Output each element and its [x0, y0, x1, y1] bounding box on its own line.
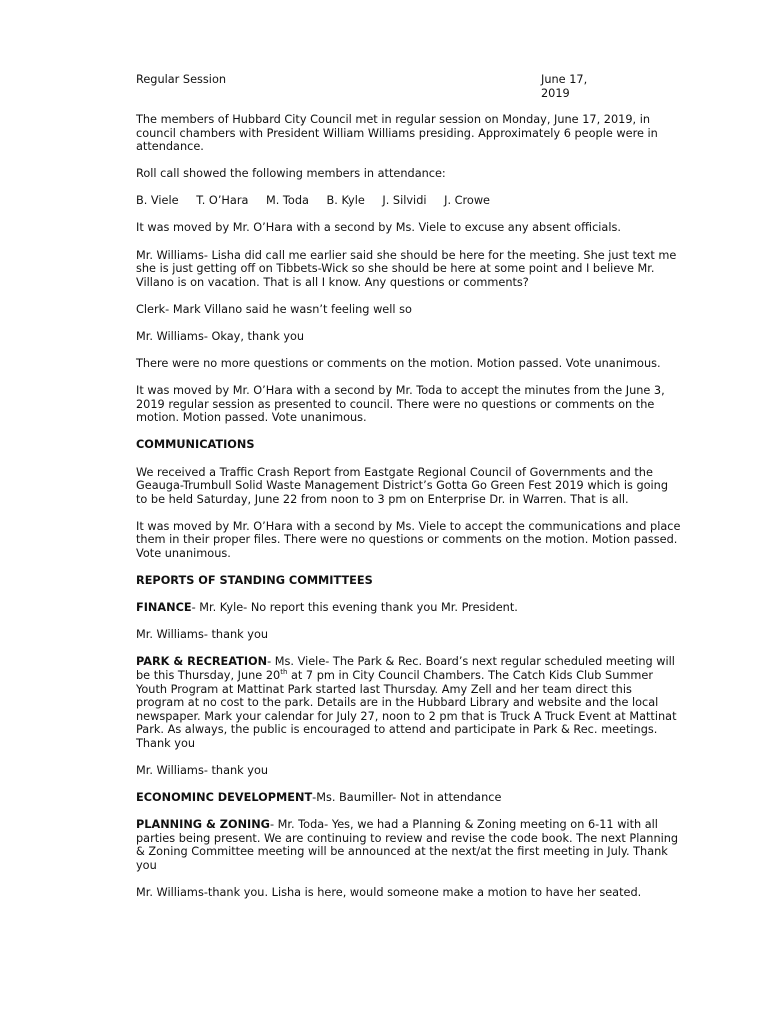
thanks-paragraph: Mr. Williams- thank you — [136, 628, 269, 642]
reports-heading: REPORTS OF STANDING COMMITTEES — [136, 574, 373, 588]
park-report — [136, 655, 681, 750]
session-date: June 17, 2019 — [541, 73, 588, 100]
seated-paragraph: Mr. Williams-thank you. Lisha is here, would someone make a motion to have her seated. — [136, 886, 642, 900]
member-name: J. Silvidi — [382, 194, 427, 208]
planning-report — [136, 818, 681, 872]
excuse-motion: It was moved by Mr. O’Hara with a second by Ms. Viele to excuse any absent officials. — [136, 221, 621, 235]
thanks-paragraph: Mr. Williams- thank you — [136, 764, 269, 777]
okay-paragraph: Mr. Williams- Okay, thank you — [136, 329, 305, 343]
planning-label: PLANNING & ZONING — [136, 818, 270, 832]
member-list — [136, 194, 681, 208]
lisha-paragraph: Mr. Williams- Lisha did call me earlier said she should be here for the meeting. She just text me she is just getting off on Tibbets-Wick so she should be here at some point and I believe Mr. Villano is on vacation. That is all I know. Any questions or comments? — [136, 248, 677, 289]
park-text-continued: at 7 pm in City Council Chambers. The Catch Kids Club Summer Youth Program at Mattinat Park started last Thursday. Amy Zell and her team direct this program at no cost to the park. Details are in the Hubbard Library and website and the local newspaper. Mark your calendar for July 27, noon to 2 pm that is Truck A Truck Event at Mattinat Park. As always, the public is encouraged to attend and participate in Park & Rec. meetings. Thank you — [136, 668, 677, 750]
park-text: - Ms. Viele- The Park & Rec. Board’s next regular scheduled meeting will be this Thursday, June 20 — [136, 655, 675, 682]
finance-label: FINANCE — [136, 601, 192, 615]
clerk-paragraph: Clerk- Mark Villano said he wasn’t feeling well so — [136, 302, 412, 316]
communications-heading: COMMUNICATIONS — [136, 438, 255, 452]
member-name: T. O’Hara — [196, 194, 249, 208]
document-body — [136, 113, 681, 913]
member-name: B. Viele — [136, 194, 179, 208]
member-name: J. Crowe — [444, 194, 491, 208]
rollcall-paragraph: Roll call showed the following members in attendance: — [136, 167, 446, 181]
noquestions-paragraph: There were no more questions or comments on the motion. Motion passed. Vote unanimous. — [136, 357, 661, 371]
member-name: B. Kyle — [326, 194, 365, 208]
intro-paragraph: The members of Hubbard City Council met in regular session on Monday, June 17, 2019, in council chambers with President William Williams presiding. Approximately 6 people were in attendance. — [136, 113, 658, 154]
park-superscript: th — [280, 668, 288, 677]
econ-text: -Ms. Baumiller- Not in attendance — [312, 791, 502, 805]
park-label: PARK & RECREATION — [136, 655, 268, 669]
communications-paragraph: We received a Traffic Crash Report from Eastgate Regional Council of Governments and the Geauga-Trumbull Solid Waste Management District’s Gotta Go Green Fest 2019 which is going to be held Saturday, June 22 from noon to 3 pm on Enterprise Dr. in Warren. That is all. — [136, 465, 669, 506]
page-header — [136, 73, 600, 100]
finance-text: - Mr. Kyle- No report this evening thank you Mr. President. — [191, 601, 518, 615]
econ-label: ECONOMINC DEVELOPMENT — [136, 791, 313, 805]
session-type: Regular Session — [136, 73, 227, 86]
minutes-motion: It was moved by Mr. O’Hara with a second by Mr. Toda to accept the minutes from the June 3, 2019 regular session as presented to council. There were no questions or comments on the motion. Motion passed. Vote unanimous. — [136, 384, 665, 425]
planning-text: - Mr. Toda- Yes, we had a Planning & Zoning meeting on 6-11 with all parties being present. We are continuing to review and revise the code book. The next Planning & Zoning Committee meeting will be announced at the next/at the first meeting in July. Thank you — [136, 818, 679, 872]
finance-report — [136, 601, 681, 615]
accept-communications-motion: It was moved by Mr. O’Hara with a second by Ms. Viele to accept the communications and place them in their proper files. There were no questions or comments on the motion. Motion passed. Vote unanimous. — [136, 519, 681, 560]
econ-report — [136, 791, 681, 805]
member-name: M. Toda — [266, 194, 309, 208]
